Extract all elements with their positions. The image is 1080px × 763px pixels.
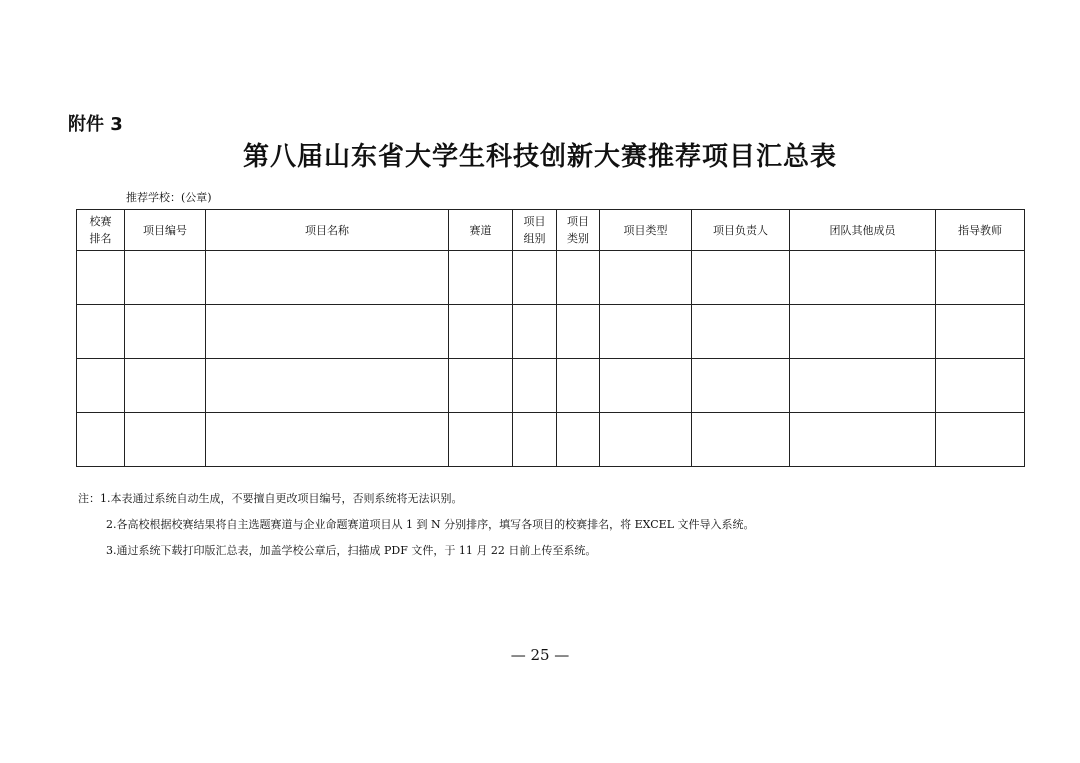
table-cell xyxy=(936,251,1025,305)
table-cell xyxy=(449,251,513,305)
table-cell xyxy=(600,413,692,467)
table-cell xyxy=(449,413,513,467)
table-cell xyxy=(600,305,692,359)
page-title: 第八届山东省大学生科技创新大赛推荐项目汇总表 xyxy=(242,142,837,172)
table-cell xyxy=(77,413,125,467)
table-cell xyxy=(936,359,1025,413)
table-cell xyxy=(692,359,790,413)
table-cell xyxy=(600,251,692,305)
table-cell xyxy=(77,359,125,413)
table-cell xyxy=(513,359,557,413)
table-row xyxy=(77,413,1025,467)
table-cell xyxy=(557,305,600,359)
header-project-leader: 项目负责人 xyxy=(692,210,790,251)
table-cell xyxy=(936,413,1025,467)
table-cell xyxy=(513,305,557,359)
table-row xyxy=(77,251,1025,305)
table-cell xyxy=(206,413,449,467)
recommending-school-line: 推荐学校：(公章) xyxy=(126,191,212,204)
table-cell xyxy=(790,305,936,359)
page-number: — 25 — xyxy=(510,646,570,664)
header-team-members: 团队其他成员 xyxy=(790,210,936,251)
table-cell xyxy=(77,305,125,359)
table-cell xyxy=(206,251,449,305)
table-cell xyxy=(125,359,206,413)
table-cell xyxy=(449,305,513,359)
table-cell xyxy=(600,359,692,413)
attachment-label: 附件 3 xyxy=(68,114,123,135)
table-cell xyxy=(692,413,790,467)
table-cell xyxy=(692,305,790,359)
table-header-row xyxy=(77,210,1025,251)
note-3: 3.通过系统下载打印版汇总表，加盖学校公章后，扫描成 PDF 文件，于 11 月 22 日前上传至系统。 xyxy=(106,544,597,557)
table-row xyxy=(77,359,1025,413)
table-cell xyxy=(557,359,600,413)
table-cell xyxy=(790,251,936,305)
table-cell xyxy=(206,359,449,413)
summary-table xyxy=(76,209,1025,467)
table-cell xyxy=(790,413,936,467)
table-cell xyxy=(936,305,1025,359)
notes xyxy=(78,486,755,564)
table-cell xyxy=(125,413,206,467)
table-cell xyxy=(125,251,206,305)
header-advisor: 指导教师 xyxy=(936,210,1025,251)
table-cell xyxy=(513,251,557,305)
note-1: 注：1.本表通过系统自动生成，不要擅自更改项目编号，否则系统将无法识别。 xyxy=(78,492,463,505)
table-cell xyxy=(206,305,449,359)
table-cell xyxy=(692,251,790,305)
header-project-type: 项目类型 xyxy=(600,210,692,251)
header-project-group: 项目 组别 xyxy=(513,210,557,251)
header-track: 赛道 xyxy=(449,210,513,251)
table-cell xyxy=(557,413,600,467)
header-project-name: 项目名称 xyxy=(206,210,449,251)
table-cell xyxy=(125,305,206,359)
note-2: 2.各高校根据校赛结果将自主选题赛道与企业命题赛道项目从 1 到 N 分别排序，填写各项目的校赛排名，将 EXCEL 文件导入系统。 xyxy=(106,518,755,531)
table-cell xyxy=(77,251,125,305)
table-cell xyxy=(449,359,513,413)
table-row xyxy=(77,305,1025,359)
header-project-category: 项目 类别 xyxy=(557,210,600,251)
table-body xyxy=(77,251,1025,467)
table-cell xyxy=(557,251,600,305)
table-cell xyxy=(790,359,936,413)
table-cell xyxy=(513,413,557,467)
header-school-rank: 校赛 排名 xyxy=(77,210,125,251)
header-project-number: 项目编号 xyxy=(125,210,206,251)
